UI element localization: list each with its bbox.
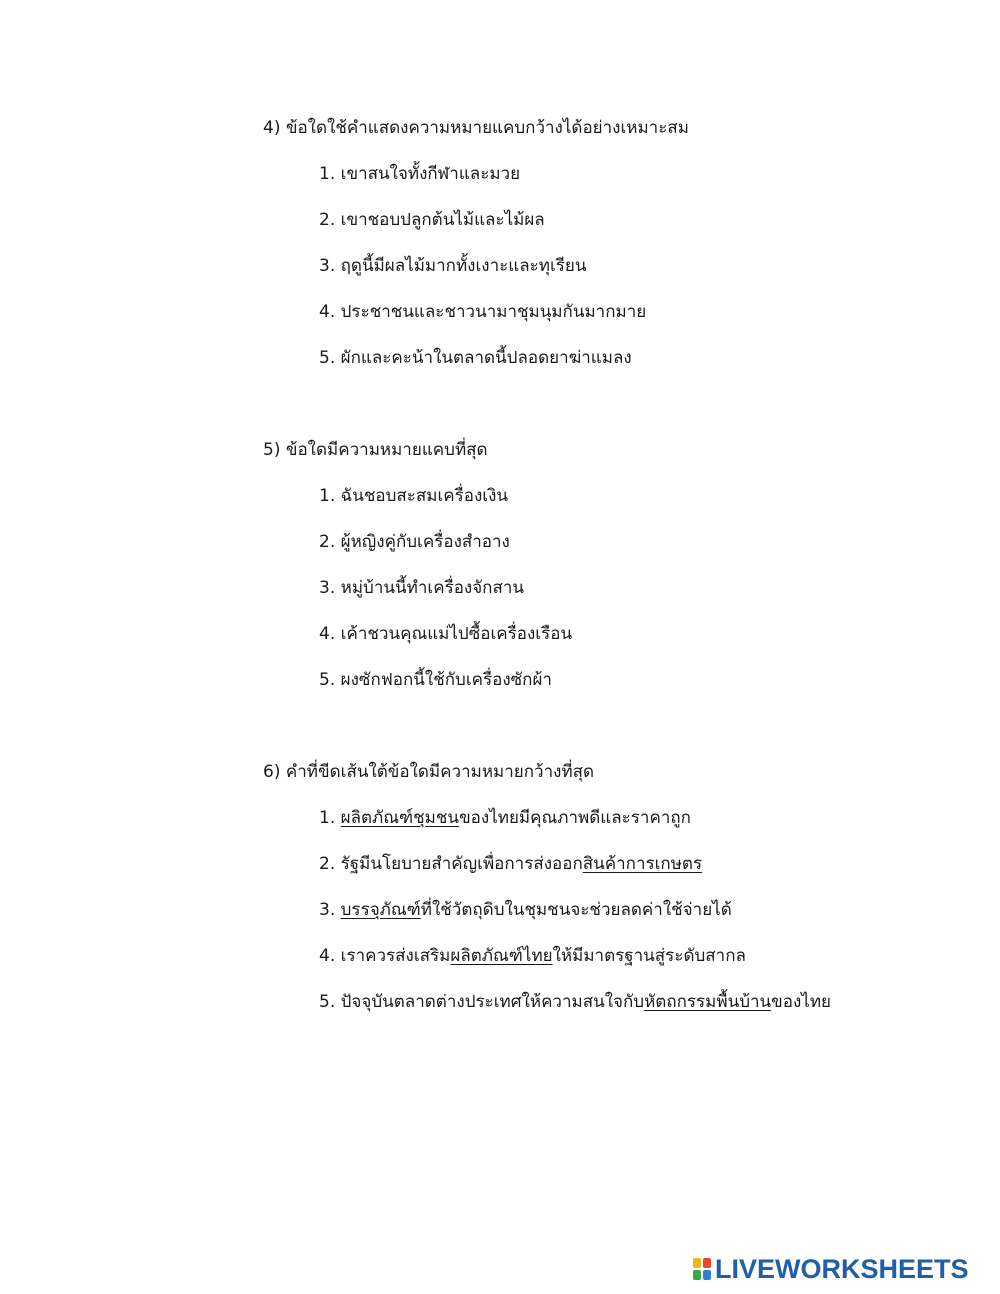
underlined-word: ผลิตภัณฑ์ไทย: [450, 946, 553, 966]
liveworksheets-logo: [693, 1255, 969, 1283]
choice-text: ฉันชอบสะสมเครื่องเงิน: [340, 486, 509, 506]
logo-square: [703, 1258, 711, 1268]
choice-item[interactable]: 3. บรรจุภัณฑ์ที่ใช้วัตถุดิบในชุมชนจะช่วยลดค่าใช้จ่ายได้: [319, 900, 732, 920]
choice-item[interactable]: 5. ผักและคะน้าในตลาดนี้ปลอดยาฆ่าแมลง: [319, 348, 632, 368]
choice-item[interactable]: 4. เค้าชวนคุณแม่ไปซื้อเครื่องเรือน: [319, 624, 573, 644]
choice-text-after: ให้มีมาตรฐานสู่ระดับสากล: [552, 946, 746, 966]
choice-item[interactable]: 1. ผลิตภัณฑ์ชุมชนของไทยมีคุณภาพดีและราคาถูก: [319, 808, 691, 828]
choice-text: ผงซักฟอกนี้ใช้กับเครื่องซักผ้า: [340, 670, 552, 690]
choice-text: เขาชอบปลูกต้นไม้และไม้ผล: [340, 210, 545, 230]
choice-list: [263, 803, 983, 1017]
choice-text-after: ที่ใช้วัตถุดิบในชุมชนจะช่วยลดค่าใช้จ่ายได้: [420, 900, 732, 920]
logo-square: [693, 1258, 701, 1268]
underlined-word: ผลิตภัณฑ์ชุมชน: [340, 808, 460, 828]
choice-text-after: ของไทย: [771, 992, 832, 1012]
underlined-word: สินค้าการเกษตร: [582, 854, 703, 874]
choice-text-before: เราควรส่งเสริม: [340, 946, 451, 966]
choice-text: ผู้หญิงคู่กับเครื่องสำอาง: [340, 532, 510, 552]
choice-item[interactable]: 4. ประชาชนและชาวนามาชุมนุมกันมากมาย: [319, 302, 647, 322]
choice-text: เค้าชวนคุณแม่ไปซื้อเครื่องเรือน: [340, 624, 573, 644]
question-title: 5) ข้อใดมีความหมายแคบที่สุด: [263, 440, 488, 460]
choice-item[interactable]: 1. ฉันชอบสะสมเครื่องเงิน: [319, 486, 509, 506]
question-6: [263, 757, 983, 1017]
logo-icon: [693, 1258, 711, 1280]
question-title: 4) ข้อใดใช้คำแสดงความหมายแคบกว้างได้อย่างเหมาะสม: [263, 118, 689, 138]
logo-square: [703, 1270, 711, 1280]
choice-item[interactable]: 4. เราควรส่งเสริมผลิตภัณฑ์ไทยให้มีมาตรฐานสู่ระดับสากล: [319, 946, 746, 966]
choice-text-before: ปัจจุบันตลาดต่างประเทศให้ความสนใจกับ: [340, 992, 645, 1012]
underlined-word: หัตถกรรมพื้นบ้าน: [644, 992, 772, 1012]
question-5: [263, 435, 983, 695]
choice-text: หมู่บ้านนี้ทำเครื่องจักสาน: [340, 578, 525, 598]
choice-text-before: รัฐมีนโยบายสำคัญเพื่อการส่งออก: [340, 854, 583, 874]
logo-text: LIVEWORKSHEETS: [715, 1253, 969, 1284]
choice-item[interactable]: 3. ฤดูนี้มีผลไม้มากทั้งเงาะและทุเรียน: [319, 256, 587, 276]
choice-list: [263, 481, 983, 695]
underlined-word: บรรจุภัณฑ์: [340, 900, 421, 920]
choice-item[interactable]: 3. หมู่บ้านนี้ทำเครื่องจักสาน: [319, 578, 525, 598]
choice-item[interactable]: 2. รัฐมีนโยบายสำคัญเพื่อการส่งออกสินค้าการเกษตร: [319, 854, 703, 874]
choice-item[interactable]: 2. ผู้หญิงคู่กับเครื่องสำอาง: [319, 532, 510, 552]
choice-text: ประชาชนและชาวนามาชุมนุมกันมากมาย: [340, 302, 647, 322]
choice-text: ผักและคะน้าในตลาดนี้ปลอดยาฆ่าแมลง: [340, 348, 632, 368]
choice-text-after: ของไทยมีคุณภาพดีและราคาถูก: [459, 808, 691, 828]
choice-text: ฤดูนี้มีผลไม้มากทั้งเงาะและทุเรียน: [340, 256, 587, 276]
logo-square: [693, 1270, 701, 1280]
choice-item[interactable]: 2. เขาชอบปลูกต้นไม้และไม้ผล: [319, 210, 545, 230]
choice-item[interactable]: 5. ผงซักฟอกนี้ใช้กับเครื่องซักผ้า: [319, 670, 552, 690]
choice-item[interactable]: 1. เขาสนใจทั้งกีฬาและมวย: [319, 164, 521, 184]
choice-item[interactable]: 5. ปัจจุบันตลาดต่างประเทศให้ความสนใจกับหัตถกรรมพื้นบ้านของไทย: [319, 992, 832, 1012]
choice-list: [263, 159, 983, 373]
question-title: 6) คำที่ขีดเส้นใต้ข้อใดมีความหมายกว้างที่สุด: [263, 762, 595, 782]
question-4: [263, 113, 983, 373]
choice-text: เขาสนใจทั้งกีฬาและมวย: [340, 164, 521, 184]
